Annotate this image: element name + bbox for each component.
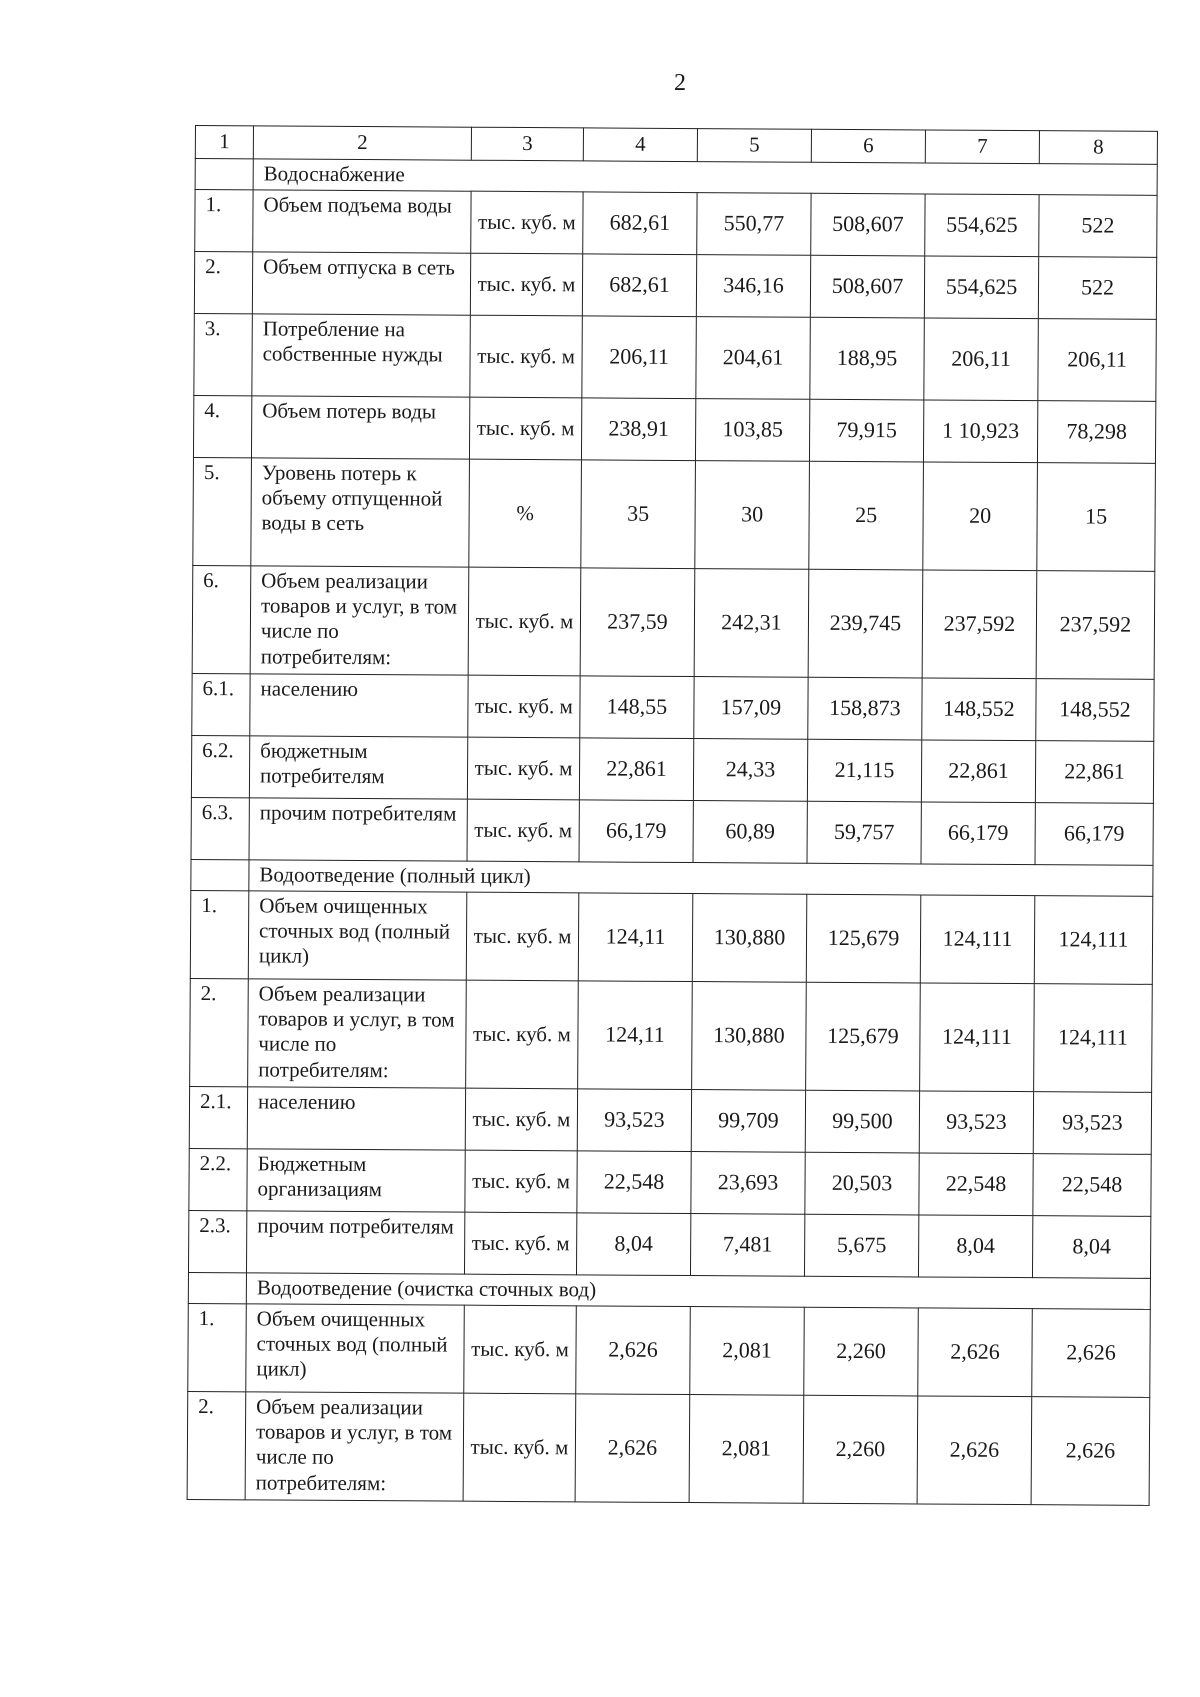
row-number: 5. bbox=[193, 457, 252, 565]
section-title: Водоотведение (очистка сточных вод) bbox=[246, 1273, 1150, 1310]
value-cell: 22,861 bbox=[921, 740, 1035, 803]
row-label: Уровень потерь к объему отпущенной воды в сеть bbox=[251, 458, 470, 567]
value-cell: 206,11 bbox=[582, 316, 696, 399]
row-label: Объем реализации товаров и услуг, в том числе по потребителям: bbox=[245, 1392, 464, 1501]
value-cell: 99,709 bbox=[691, 1090, 805, 1153]
value-cell: 2,260 bbox=[804, 1307, 919, 1396]
value-cell: 20 bbox=[923, 462, 1038, 571]
row-number: 2.3. bbox=[188, 1210, 246, 1272]
row-label: Объем реализации товаров и услуг, в том числе по потребителям: bbox=[248, 979, 467, 1088]
value-cell: 2,626 bbox=[1031, 1397, 1150, 1506]
value-cell: 66,179 bbox=[579, 800, 693, 863]
value-cell: 158,873 bbox=[808, 677, 922, 740]
value-cell: 22,548 bbox=[577, 1151, 691, 1214]
value-cell: 66,179 bbox=[1035, 803, 1153, 866]
table-row bbox=[189, 1086, 1151, 1154]
value-cell: 103,85 bbox=[695, 399, 809, 462]
row-unit: тыс. куб. м bbox=[470, 315, 582, 398]
header-cell: 4 bbox=[583, 128, 697, 162]
row-unit: тыс. куб. м bbox=[466, 892, 579, 981]
row-number: 6.2. bbox=[191, 735, 249, 797]
value-cell: 15 bbox=[1037, 463, 1156, 572]
value-cell: 93,523 bbox=[1033, 1092, 1151, 1155]
header-cell: 6 bbox=[811, 129, 925, 163]
value-cell: 124,11 bbox=[578, 981, 693, 1090]
value-cell: 237,592 bbox=[1036, 571, 1155, 680]
value-cell: 8,04 bbox=[1032, 1216, 1150, 1279]
value-cell: 2,626 bbox=[917, 1396, 1032, 1505]
value-cell: 22,548 bbox=[1033, 1154, 1151, 1217]
value-cell: 206,11 bbox=[924, 318, 1038, 401]
value-cell: 206,11 bbox=[1038, 319, 1156, 402]
row-number: 4. bbox=[193, 395, 251, 457]
row-number: 6.1. bbox=[192, 673, 250, 735]
section-num-cell bbox=[195, 159, 253, 190]
row-number: 2. bbox=[190, 978, 249, 1086]
value-cell: 522 bbox=[1038, 257, 1156, 320]
table-row bbox=[188, 1210, 1150, 1278]
row-label: населению bbox=[247, 1087, 465, 1150]
value-cell: 2,081 bbox=[690, 1307, 805, 1396]
row-label: Объем очищенных сточных вод (полный цикл) bbox=[248, 891, 467, 980]
row-label: Объем потерь воды bbox=[251, 396, 469, 459]
page-number: 2 bbox=[674, 70, 686, 96]
row-number: 6.3. bbox=[191, 797, 249, 859]
row-unit: тыс. куб. м bbox=[464, 1212, 576, 1275]
row-unit: тыс. куб. м bbox=[467, 737, 579, 800]
section-title: Водоснабжение bbox=[253, 159, 1157, 196]
row-unit: тыс. куб. м bbox=[465, 1150, 577, 1213]
value-cell: 1 10,923 bbox=[923, 400, 1037, 463]
header-cell: 2 bbox=[253, 126, 471, 160]
row-number: 1. bbox=[188, 1303, 247, 1391]
table-row bbox=[187, 1391, 1150, 1505]
value-cell: 22,548 bbox=[919, 1153, 1033, 1216]
value-cell: 188,95 bbox=[810, 317, 924, 400]
table-row bbox=[194, 313, 1156, 401]
table-row bbox=[190, 890, 1153, 984]
row-number: 2. bbox=[194, 252, 252, 314]
row-number: 2.1. bbox=[189, 1086, 247, 1148]
row-label: Объем очищенных сточных вод (полный цикл) bbox=[246, 1304, 465, 1393]
table-row bbox=[192, 673, 1154, 741]
value-cell: 35 bbox=[581, 460, 696, 569]
row-label: прочим потребителям bbox=[249, 798, 467, 861]
value-cell: 242,31 bbox=[694, 569, 809, 678]
header-cell: 8 bbox=[1039, 131, 1157, 165]
value-cell: 99,500 bbox=[805, 1090, 919, 1153]
value-cell: 22,861 bbox=[579, 738, 693, 801]
value-cell: 682,61 bbox=[583, 192, 697, 255]
value-cell: 204,61 bbox=[696, 317, 810, 400]
row-unit: тыс. куб. м bbox=[470, 253, 582, 316]
table-row bbox=[191, 735, 1153, 803]
header-cell: 7 bbox=[925, 130, 1039, 164]
table-row bbox=[194, 252, 1156, 320]
row-label: бюджетным потребителям bbox=[249, 736, 467, 799]
value-cell: 7,481 bbox=[690, 1214, 804, 1277]
header-cell: 1 bbox=[195, 126, 253, 159]
value-cell: 124,111 bbox=[920, 983, 1035, 1092]
value-cell: 124,111 bbox=[1034, 896, 1153, 985]
value-cell: 2,626 bbox=[575, 1394, 690, 1503]
value-cell: 522 bbox=[1039, 195, 1157, 258]
value-cell: 79,915 bbox=[809, 399, 923, 462]
value-cell: 148,55 bbox=[580, 676, 694, 739]
value-cell: 93,523 bbox=[577, 1089, 691, 1152]
value-cell: 124,111 bbox=[1034, 984, 1153, 1093]
row-unit: тыс. куб. м bbox=[468, 567, 581, 676]
value-cell: 8,04 bbox=[576, 1213, 690, 1276]
section-num-cell bbox=[191, 859, 249, 890]
row-unit: тыс. куб. м bbox=[464, 1305, 577, 1394]
row-number: 1. bbox=[195, 190, 253, 252]
value-cell: 554,625 bbox=[925, 194, 1039, 257]
value-cell: 21,115 bbox=[807, 739, 921, 802]
value-cell: 60,89 bbox=[693, 801, 807, 864]
value-cell: 93,523 bbox=[919, 1091, 1033, 1154]
row-unit: тыс. куб. м bbox=[466, 980, 579, 1089]
section-title: Водоотведение (полный цикл) bbox=[249, 860, 1153, 897]
section-num-cell bbox=[188, 1272, 246, 1303]
row-unit: тыс. куб. м bbox=[469, 397, 581, 460]
value-cell: 2,260 bbox=[803, 1395, 918, 1504]
row-unit: тыс. куб. м bbox=[467, 799, 579, 862]
row-label: Объем подъема воды bbox=[253, 190, 471, 253]
row-unit: тыс. куб. м bbox=[468, 675, 580, 738]
value-cell: 22,861 bbox=[1035, 741, 1153, 804]
value-cell: 239,745 bbox=[808, 569, 923, 678]
value-cell: 124,111 bbox=[920, 895, 1035, 984]
value-cell: 2,626 bbox=[918, 1308, 1033, 1397]
value-cell: 2,626 bbox=[576, 1306, 691, 1395]
value-cell: 237,592 bbox=[922, 570, 1037, 679]
row-label: прочим потребителям bbox=[246, 1211, 464, 1274]
value-cell: 157,09 bbox=[694, 677, 808, 740]
value-cell: 125,679 bbox=[806, 894, 921, 983]
value-cell: 148,552 bbox=[922, 678, 1036, 741]
value-cell: 554,625 bbox=[924, 256, 1038, 319]
value-cell: 237,59 bbox=[580, 568, 695, 677]
value-cell: 8,04 bbox=[918, 1215, 1032, 1278]
value-cell: 20,503 bbox=[805, 1152, 919, 1215]
value-cell: 25 bbox=[809, 461, 924, 570]
row-number: 6. bbox=[192, 565, 251, 673]
table-row bbox=[195, 190, 1157, 258]
value-cell: 238,91 bbox=[581, 398, 695, 461]
table-row bbox=[192, 565, 1155, 679]
header-cell: 3 bbox=[471, 127, 583, 161]
table-row bbox=[190, 978, 1153, 1092]
row-unit: тыс. куб. м bbox=[465, 1088, 577, 1151]
row-number: 3. bbox=[194, 313, 252, 395]
header-cell: 5 bbox=[697, 129, 811, 163]
value-cell: 130,880 bbox=[692, 894, 807, 983]
row-number: 2.2. bbox=[189, 1148, 247, 1210]
value-cell: 130,880 bbox=[692, 982, 807, 1091]
row-label: Бюджетным организациям bbox=[247, 1149, 465, 1212]
value-cell: 682,61 bbox=[582, 254, 696, 317]
row-label: населению bbox=[250, 674, 468, 737]
row-unit: тыс. куб. м bbox=[463, 1393, 576, 1502]
value-cell: 346,16 bbox=[696, 255, 810, 318]
value-cell: 78,298 bbox=[1037, 401, 1155, 464]
value-cell: 2,081 bbox=[689, 1395, 804, 1504]
value-cell: 2,626 bbox=[1032, 1309, 1151, 1398]
row-unit: % bbox=[469, 459, 582, 568]
row-number: 2. bbox=[187, 1391, 246, 1499]
value-cell: 30 bbox=[695, 461, 810, 570]
value-cell: 66,179 bbox=[921, 802, 1035, 865]
data-table bbox=[187, 125, 1158, 1506]
value-cell: 550,77 bbox=[697, 193, 811, 256]
value-cell: 5,675 bbox=[804, 1214, 918, 1277]
table-row bbox=[189, 1148, 1151, 1216]
value-cell: 24,33 bbox=[693, 739, 807, 802]
table-row bbox=[193, 457, 1156, 571]
value-cell: 23,693 bbox=[691, 1152, 805, 1215]
row-unit: тыс. куб. м bbox=[471, 191, 583, 254]
row-number: 1. bbox=[190, 890, 249, 978]
value-cell: 124,11 bbox=[578, 893, 693, 982]
row-label: Объем реализации товаров и услуг, в том числе по потребителям: bbox=[250, 566, 469, 675]
value-cell: 59,757 bbox=[807, 801, 921, 864]
table-row bbox=[188, 1303, 1151, 1397]
table-row bbox=[193, 395, 1155, 463]
value-cell: 125,679 bbox=[806, 982, 921, 1091]
value-cell: 148,552 bbox=[1036, 679, 1154, 742]
row-label: Потребление на собственные нужды bbox=[252, 314, 470, 397]
table-row bbox=[191, 797, 1153, 865]
value-cell: 508,607 bbox=[810, 255, 924, 318]
row-label: Объем отпуска в сеть bbox=[252, 252, 470, 315]
value-cell: 508,607 bbox=[811, 193, 925, 256]
